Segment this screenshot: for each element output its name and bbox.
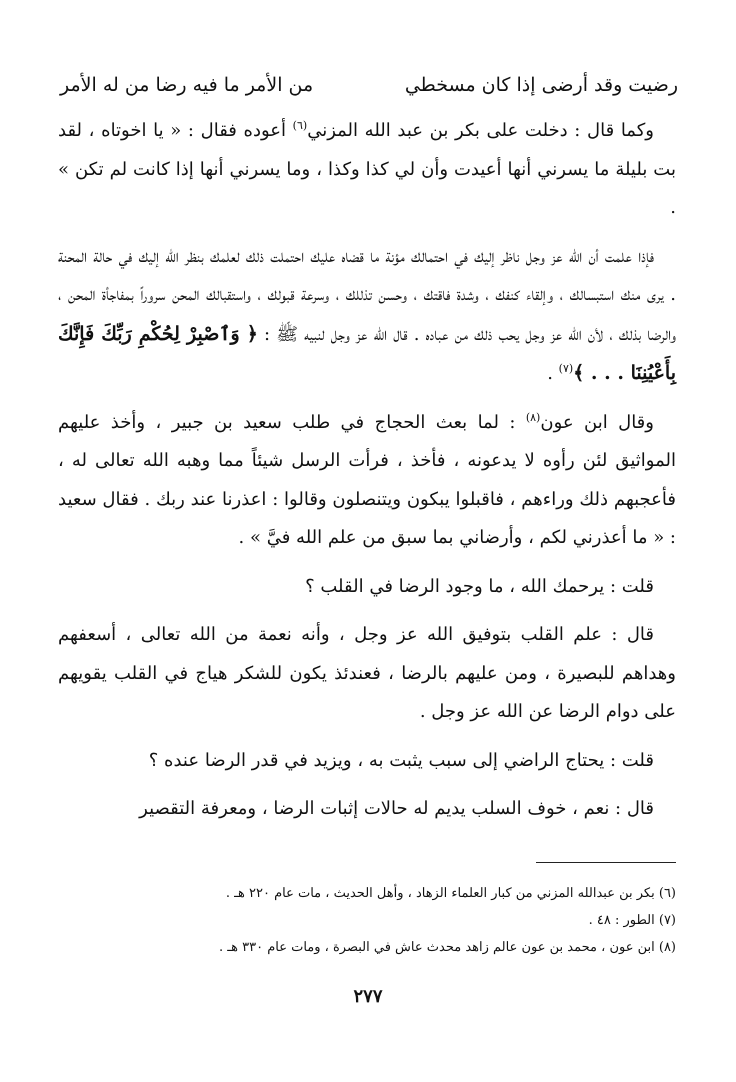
verse-second-hemistich: من الأمر ما فيه رضا من له الأمر	[60, 74, 314, 96]
paragraph-bakr-almuzani	[58, 112, 676, 228]
paragraph-question-1: قلت : يرحمك الله ، ما وجود الرضا في القلب ؟	[305, 575, 654, 597]
paragraph-answer-2: قال : نعم ، خوف السلب يديم له حالات إثبات الرضا ، ومعرفة التقصير	[139, 798, 654, 819]
footnote-8: (٨) ابن عون ، محمد بن عون عالم زاهد محدث عاش في البصرة ، ومات عام ٣٣٠ هـ .	[219, 940, 676, 955]
paragraph-text: وقال ابن عون	[540, 411, 654, 433]
page-number: ٢٧٧	[353, 986, 383, 1007]
paragraph-text: فإذا علمت أن الله عز وجل ناظر إليك في احتمالك مؤنة ما قضاه عليك احتملت ذلك لعلمك بنظر الله إليك في حالة المحنة . يرى منك استبسالك ، وإلقاء كنفك ، وشدة فاقتك ، وحسن تذللك ، وسرعة قبولك ، واستقبالك المحن سروراً بمفاجأة المحن ، والرضا بذلك ، لأن الله عز وجل يحب ذلك من عباده . قال الله عز وجل لنبيه ﷺ :	[58, 245, 676, 345]
footnote-ref-8: (٨)	[525, 410, 541, 424]
paragraph-text: وكما قال : دخلت على بكر بن عبد الله المزني	[307, 120, 654, 141]
paragraph-answer-1: قال : علم القلب بتوفيق الله عز وجل ، وأنه نعمة من الله تعالى ، أسعفهم وهداهم للبصيرة ، ومن عليهم بالرضا ، فعندئذ يكون للشكر هياج في القلب يقويهم على دوام الرضا عن الله عز وجل .	[58, 624, 676, 722]
paragraph-question-2: قلت : يحتاج الراضي إلى سبب يثبت به ، ويزيد في قدر الرضا عنده ؟	[148, 749, 654, 771]
paragraph-text: : لما بعث الحجاج في طلب سعيد بن جبير ، وأخذ عليهم المواثيق لئن رأوه لا يدعونه ، فأخذ ، فرأت الرسل شيئاً مما وهبه الله تعالى له ، فأعجبهم ذلك وراءهم ، فاقبلوا يبكون ويتنصلون وقالوا : اعذرنا عند ربك . فقال سعيد : « ما أعذرني لكم ، وأرضاني بما سبق من علم الله فيَّ » .	[58, 411, 676, 548]
footnotes	[60, 880, 676, 961]
main-text	[58, 112, 676, 839]
footnote-ref-6: (٦)	[292, 119, 308, 132]
footnote-6: (٦) بكر بن عبدالله المزني من كبار العلماء الزهاد ، وأهل الحديث ، مات عام ٢٢٠ هـ .	[225, 886, 676, 901]
verse-first-hemistich: رضيت وقد أرضى إذا كان مسخطي	[404, 74, 678, 96]
footnote-7: (٧) الطور : ٤٨ .	[588, 913, 676, 928]
paragraph-ibn-awn	[58, 404, 676, 558]
paragraph-text: .	[547, 363, 559, 384]
footnote-ref-7: (٧)	[558, 362, 574, 375]
footnote-divider	[536, 862, 676, 863]
paragraph-text: أعوده فقال : « يا اخوتاه ، لقد بت بليلة ما يسرني أنها أعيدت وأن لي كذا وكذا ، وما يسرني أنها إذا كانت لم تكن » .	[58, 120, 676, 218]
poetry-verse	[60, 68, 678, 102]
quran-verse: ﴿ وَٱصْبِرْ لِحُكْمِ رَبِّكَ فَإِنَّكَ بِأَعْيُنِنَا . . . ﴾	[58, 322, 676, 384]
paragraph-patience	[58, 238, 676, 394]
